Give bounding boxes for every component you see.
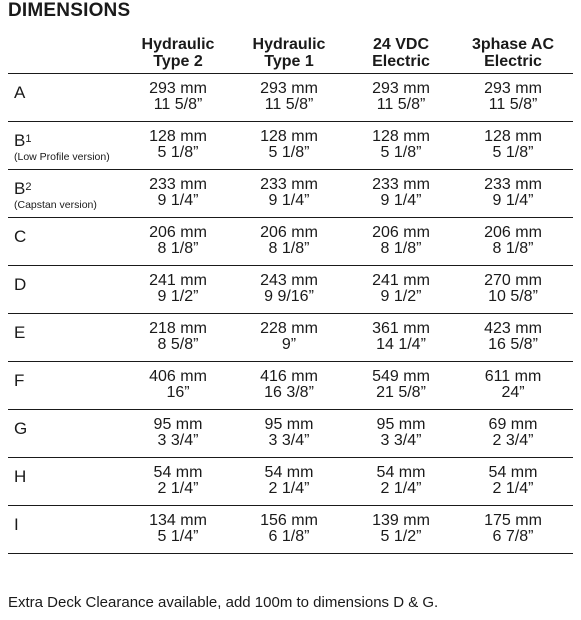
table-cell <box>122 177 234 209</box>
cell-inch-value: 2 3/4” <box>492 432 534 449</box>
cell-inch-value: 6 7/8” <box>492 528 534 545</box>
cell-inch-value: 11 5/8” <box>264 96 314 113</box>
cell-mm-value: 156 mm <box>260 512 318 529</box>
row-label-letter: G <box>14 419 28 438</box>
table-cell <box>122 321 234 353</box>
table-cell <box>122 513 234 545</box>
table-cell <box>122 369 234 401</box>
table-cell <box>457 81 569 113</box>
cell-mm-value: 293 mm <box>484 80 542 97</box>
table-cell <box>345 321 457 353</box>
row-label-superscript: 1 <box>25 133 32 145</box>
cell-inch-value: 11 5/8” <box>488 96 538 113</box>
table-cell <box>345 129 457 161</box>
row-label-letter: F <box>14 371 25 390</box>
table-cell <box>345 417 457 449</box>
cell-mm-value: 128 mm <box>372 128 430 145</box>
column-header-24vdc-electric <box>345 36 457 70</box>
cell-inch-value: 2 1/4” <box>157 480 199 497</box>
cell-inch-value: 16” <box>166 384 190 401</box>
table-row <box>8 313 573 361</box>
table-cell <box>122 273 234 305</box>
row-label <box>14 228 26 246</box>
column-header-line1: Hydraulic <box>252 36 326 53</box>
cell-inch-value: 8 1/8” <box>268 240 310 257</box>
cell-inch-value: 3 3/4” <box>268 432 310 449</box>
row-label <box>14 468 26 486</box>
cell-inch-value: 3 3/4” <box>157 432 199 449</box>
table-cell <box>457 177 569 209</box>
table-cell <box>457 321 569 353</box>
table-cell <box>345 465 457 497</box>
cell-mm-value: 416 mm <box>260 368 318 385</box>
footnote: Extra Deck Clearance available, add 100m to dimensions D & G. <box>8 594 439 611</box>
cell-mm-value: 206 mm <box>260 224 318 241</box>
column-header-line2: Electric <box>484 53 542 70</box>
column-header-line1: 3phase AC <box>471 36 555 53</box>
cell-inch-value: 9 1/4” <box>157 192 199 209</box>
column-header-line2: Electric <box>372 53 430 70</box>
cell-inch-value: 9 9/16” <box>264 288 314 305</box>
table-row <box>8 217 573 265</box>
cell-inch-value: 9 1/4” <box>380 192 422 209</box>
table-header <box>8 36 573 72</box>
row-label-superscript: 2 <box>25 181 32 193</box>
table-cell <box>233 273 345 305</box>
row-label-letter: H <box>14 467 27 486</box>
table-divider <box>8 553 573 554</box>
table-row <box>8 73 573 121</box>
row-label <box>14 372 24 390</box>
table-cell <box>345 513 457 545</box>
cell-mm-value: 423 mm <box>484 320 542 337</box>
cell-mm-value: 206 mm <box>372 224 430 241</box>
cell-mm-value: 139 mm <box>372 512 430 529</box>
table-cell <box>345 369 457 401</box>
cell-mm-value: 293 mm <box>372 80 430 97</box>
cell-inch-value: 8 1/8” <box>492 240 534 257</box>
row-label <box>14 516 19 534</box>
cell-inch-value: 11 5/8” <box>376 96 426 113</box>
cell-mm-value: 233 mm <box>372 176 430 193</box>
cell-inch-value: 5 1/8” <box>492 144 534 161</box>
cell-inch-value: 8 1/8” <box>380 240 422 257</box>
cell-mm-value: 233 mm <box>260 176 318 193</box>
table-cell <box>233 465 345 497</box>
cell-inch-value: 14 1/4” <box>376 336 426 353</box>
table-cell <box>233 513 345 545</box>
cell-inch-value: 2 1/4” <box>492 480 534 497</box>
cell-inch-value: 5 1/2” <box>380 528 422 545</box>
table-cell <box>457 465 569 497</box>
row-label <box>14 276 26 294</box>
cell-mm-value: 293 mm <box>149 80 207 97</box>
row-sublabel: (Capstan version) <box>14 199 97 211</box>
cell-mm-value: 54 mm <box>376 464 426 481</box>
table-cell <box>122 225 234 257</box>
column-header-line1: 24 VDC <box>372 36 430 53</box>
cell-mm-value: 128 mm <box>149 128 207 145</box>
row-label <box>14 420 27 438</box>
column-header-hydraulic-type-2 <box>122 36 234 70</box>
cell-mm-value: 293 mm <box>260 80 318 97</box>
cell-mm-value: 54 mm <box>264 464 314 481</box>
cell-inch-value: 5 1/4” <box>157 528 199 545</box>
row-label-letter: D <box>14 275 27 294</box>
cell-mm-value: 270 mm <box>484 272 542 289</box>
cell-mm-value: 241 mm <box>149 272 207 289</box>
cell-mm-value: 206 mm <box>484 224 542 241</box>
dimensions-title: DIMENSIONS <box>8 0 131 21</box>
cell-inch-value: 5 1/8” <box>157 144 199 161</box>
cell-mm-value: 95 mm <box>153 416 203 433</box>
column-header-line2: Type 1 <box>264 53 314 70</box>
cell-mm-value: 233 mm <box>149 176 207 193</box>
cell-inch-value: 9 1/4” <box>492 192 534 209</box>
table-cell <box>233 81 345 113</box>
cell-inch-value: 2 1/4” <box>380 480 422 497</box>
table-row <box>8 361 573 409</box>
cell-inch-value: 9 1/2” <box>157 288 199 305</box>
cell-inch-value: 11 5/8” <box>153 96 203 113</box>
cell-mm-value: 361 mm <box>372 320 430 337</box>
cell-mm-value: 54 mm <box>488 464 538 481</box>
row-label <box>14 84 25 102</box>
table-cell <box>122 465 234 497</box>
table-row <box>8 505 573 553</box>
cell-inch-value: 8 1/8” <box>157 240 199 257</box>
cell-inch-value: 6 1/8” <box>268 528 310 545</box>
row-sublabel: (Low Profile version) <box>14 151 110 163</box>
cell-mm-value: 95 mm <box>264 416 314 433</box>
column-header-hydraulic-type-1 <box>233 36 345 70</box>
table-cell <box>122 129 234 161</box>
cell-mm-value: 128 mm <box>484 128 542 145</box>
table-cell <box>233 369 345 401</box>
row-label-letter: I <box>14 515 19 534</box>
cell-inch-value: 24” <box>501 384 525 401</box>
table-cell <box>345 177 457 209</box>
table-cell <box>345 225 457 257</box>
cell-mm-value: 243 mm <box>260 272 318 289</box>
table-cell <box>233 129 345 161</box>
row-label-letter: E <box>14 323 26 342</box>
table-cell <box>233 417 345 449</box>
table-cell <box>457 225 569 257</box>
table-row <box>8 169 573 217</box>
cell-mm-value: 69 mm <box>488 416 538 433</box>
cell-inch-value: 16 5/8” <box>488 336 538 353</box>
row-label-letter: C <box>14 227 27 246</box>
cell-inch-value: 10 5/8” <box>488 288 538 305</box>
cell-mm-value: 406 mm <box>149 368 207 385</box>
cell-inch-value: 3 3/4” <box>380 432 422 449</box>
cell-mm-value: 134 mm <box>149 512 207 529</box>
row-label-letter: A <box>14 83 26 102</box>
cell-inch-value: 5 1/8” <box>268 144 310 161</box>
column-header-3phase-ac-electric <box>457 36 569 70</box>
table-cell <box>233 321 345 353</box>
table-row <box>8 457 573 505</box>
table-cell <box>457 513 569 545</box>
cell-mm-value: 95 mm <box>376 416 426 433</box>
table-cell <box>457 417 569 449</box>
table-cell <box>345 273 457 305</box>
table-cell <box>345 81 457 113</box>
cell-mm-value: 241 mm <box>372 272 430 289</box>
table-row <box>8 265 573 313</box>
cell-mm-value: 549 mm <box>372 368 430 385</box>
cell-mm-value: 233 mm <box>484 176 542 193</box>
row-label-letter: B <box>14 179 26 198</box>
cell-mm-value: 54 mm <box>153 464 203 481</box>
cell-mm-value: 218 mm <box>149 320 207 337</box>
row-label <box>14 132 31 150</box>
cell-mm-value: 128 mm <box>260 128 318 145</box>
cell-inch-value: 9” <box>281 336 297 353</box>
cell-inch-value: 5 1/8” <box>380 144 422 161</box>
cell-mm-value: 611 mm <box>484 368 542 385</box>
cell-mm-value: 175 mm <box>484 512 542 529</box>
cell-inch-value: 8 5/8” <box>157 336 199 353</box>
cell-inch-value: 2 1/4” <box>268 480 310 497</box>
table-cell <box>457 129 569 161</box>
cell-inch-value: 9 1/4” <box>268 192 310 209</box>
cell-mm-value: 228 mm <box>260 320 318 337</box>
table-cell <box>457 369 569 401</box>
table-cell <box>122 417 234 449</box>
column-header-line2: Type 2 <box>153 53 203 70</box>
table-row <box>8 121 573 169</box>
cell-mm-value: 206 mm <box>149 224 207 241</box>
row-label <box>14 180 31 198</box>
column-header-line1: Hydraulic <box>141 36 215 53</box>
cell-inch-value: 21 5/8” <box>376 384 426 401</box>
table-cell <box>457 273 569 305</box>
table-cell <box>233 225 345 257</box>
table-cell <box>122 81 234 113</box>
table-row <box>8 409 573 457</box>
cell-inch-value: 16 3/8” <box>264 384 314 401</box>
row-label-letter: B <box>14 131 26 150</box>
table-cell <box>233 177 345 209</box>
row-label <box>14 324 25 342</box>
cell-inch-value: 9 1/2” <box>380 288 422 305</box>
